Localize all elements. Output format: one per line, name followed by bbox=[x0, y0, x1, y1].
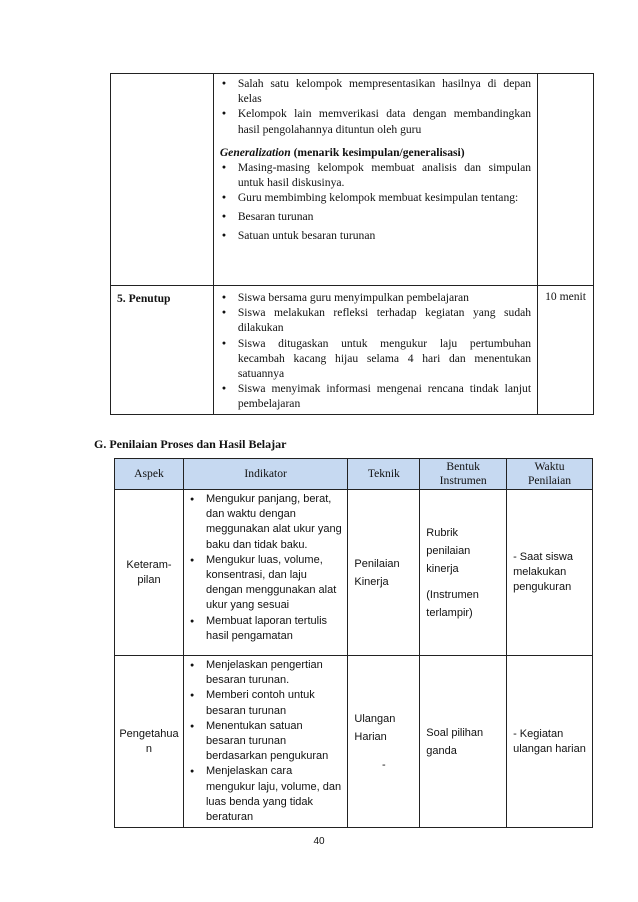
list-item: ● Siswa ditugaskan untuk mengukur laju pertumbuhan kecambah kacang hijau selama 4 hari dan menentukan satuannya bbox=[220, 336, 531, 382]
page-number: 40 bbox=[313, 836, 325, 847]
step-cell bbox=[111, 74, 214, 286]
list-item: ● Kelompok lain memverikasi data dengan membandingkan hasil pengolahannya dituntun oleh guru bbox=[220, 106, 531, 136]
list-item: ● Siswa menyimak informasi mengenai rencana tindak lanjut pembelajaran bbox=[220, 381, 531, 411]
step-label: 5. Penutup bbox=[111, 286, 214, 415]
list-item: ● Membuat laporan tertulis hasil pengamatan bbox=[188, 614, 343, 644]
teknik-cell: Penilaian Kinerja bbox=[348, 490, 420, 656]
indikator-cell bbox=[183, 656, 347, 828]
waktu-cell: - Kegiatan ulangan harian bbox=[507, 656, 593, 828]
teknik-dash: - bbox=[381, 758, 386, 771]
bentuk-cell: Soal pilihan ganda bbox=[420, 656, 507, 828]
header-waktu: Waktu Penilaian bbox=[507, 459, 593, 490]
list-item: ● Memberi contoh untuk besaran turunan bbox=[188, 688, 343, 718]
section-title: G. Penilaian Proses dan Hasil Belajar bbox=[94, 437, 287, 451]
generalization-heading bbox=[220, 145, 531, 160]
aspek-cell: Keteram-pilan bbox=[115, 490, 184, 656]
activity-cell bbox=[213, 286, 537, 415]
list-item: ● Menentukan satuan besaran turunan berdasarkan pengukuran bbox=[188, 719, 343, 765]
list-item: ● Siswa melakukan refleksi terhadap kegiatan yang sudah dilakukan bbox=[220, 305, 531, 335]
checklist bbox=[220, 207, 531, 245]
list-item: ● Siswa bersama guru menyimpulkan pembelajaran bbox=[220, 290, 531, 305]
list-item: ● Masing-masing kelompok membuat analisis dan simpulan untuk hasil diskusinya. bbox=[220, 160, 531, 190]
list-item: ● Guru membimbing kelompok membuat kesimpulan tentang: bbox=[220, 190, 531, 205]
bullet-list bbox=[220, 290, 531, 412]
bullet-list bbox=[220, 76, 531, 137]
bullet-list bbox=[220, 160, 531, 206]
table-row bbox=[115, 656, 593, 828]
header-row bbox=[115, 459, 593, 490]
header-teknik: Teknik bbox=[348, 459, 420, 490]
teknik-text: Ulangan Harian bbox=[354, 712, 396, 743]
aspek-cell: Pengetahua n bbox=[115, 656, 184, 828]
list-item: ● Salah satu kelompok mempresentasikan hasilnya di depan kelas bbox=[220, 76, 531, 106]
activity-cell bbox=[213, 74, 537, 286]
bentuk-text: Rubrik penilaian kinerja bbox=[426, 526, 471, 575]
check-item: ● Besaran turunan bbox=[220, 207, 531, 226]
bentuk-cell bbox=[420, 490, 507, 656]
activity-table bbox=[110, 73, 594, 415]
table-row bbox=[115, 490, 593, 656]
list-item: ● Menjelaskan pengertian besaran turunan. bbox=[188, 658, 343, 688]
header-aspek: Aspek bbox=[115, 459, 184, 490]
indikator-cell bbox=[183, 490, 347, 656]
table-row bbox=[111, 286, 594, 415]
time-cell bbox=[538, 74, 594, 286]
teknik-cell bbox=[348, 656, 420, 828]
bullet-list bbox=[188, 658, 343, 825]
waktu-cell: - Saat siswa melakukan pengukuran bbox=[507, 490, 593, 656]
list-item: ● Menjelaskan cara mengukur laju, volume, dan luas benda yang tidak beraturan bbox=[188, 764, 343, 825]
bullet-list bbox=[188, 492, 343, 644]
bentuk-note: (Instrumen terlampir) bbox=[426, 588, 479, 619]
generalization-subtitle: (menarik kesimpulan/generalisasi) bbox=[290, 145, 465, 159]
table-row bbox=[111, 74, 594, 286]
check-item: ● Satuan untuk besaran turunan bbox=[220, 226, 531, 245]
assessment-table bbox=[114, 458, 593, 828]
list-item: ● Mengukur panjang, berat, dan waktu dengan meggunakan alat ukur yang baku dan tidak baku. bbox=[188, 492, 343, 553]
list-item: ● Mengukur luas, volume, konsentrasi, dan laju dengan menggunakan alat ukur yang sesuai bbox=[188, 553, 343, 614]
generalization-label: Generalization bbox=[219, 145, 291, 159]
time-value: 10 menit bbox=[538, 286, 594, 415]
header-bentuk: Bentuk Instrumen bbox=[420, 459, 507, 490]
header-indikator: Indikator bbox=[183, 459, 347, 490]
